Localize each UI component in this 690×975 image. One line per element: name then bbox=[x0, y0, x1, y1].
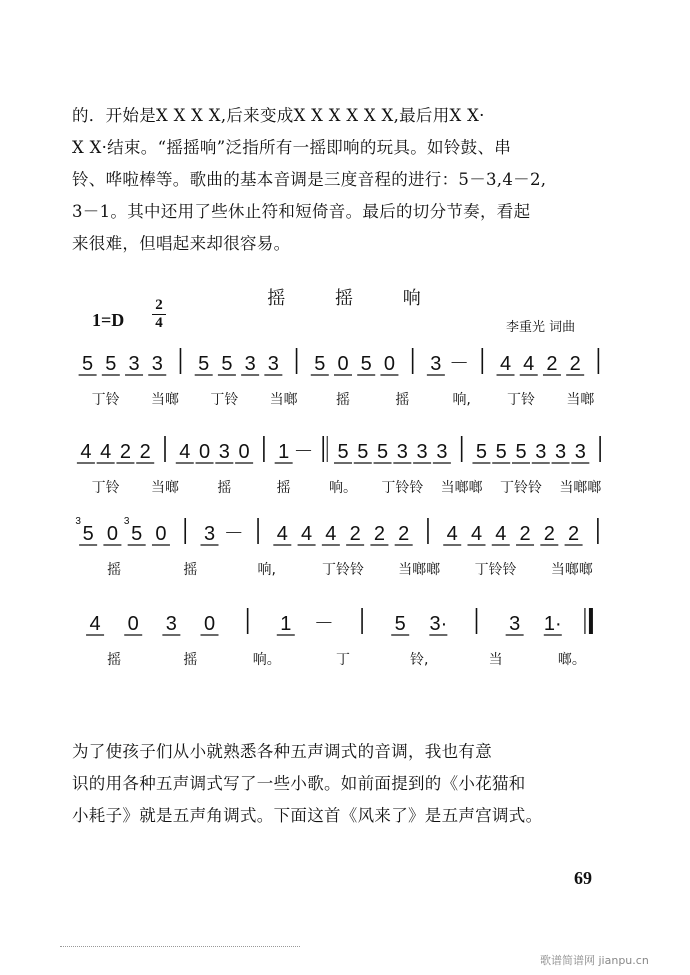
lyric-word: 当啷啷 bbox=[559, 480, 602, 496]
score-note: 5 bbox=[360, 353, 372, 375]
lyric-word: 摇 bbox=[336, 392, 350, 408]
score-note: 4 bbox=[80, 441, 92, 463]
lyric-word: 响, bbox=[257, 562, 276, 578]
score-note: 5 bbox=[131, 523, 143, 545]
score-note: 3 bbox=[436, 441, 448, 463]
lyric-word: 响, bbox=[452, 392, 471, 408]
score-note: － bbox=[293, 441, 314, 463]
lyric-word: 丁铃 bbox=[210, 392, 239, 408]
score-note: 3 bbox=[574, 441, 586, 463]
score-note: 5 bbox=[82, 523, 94, 545]
meter-top: 2 bbox=[155, 297, 163, 313]
score-note: 3 bbox=[128, 353, 140, 375]
score-note: 2 bbox=[119, 441, 132, 463]
lyric-word: 当啷 bbox=[151, 480, 179, 496]
score-note: 3 bbox=[267, 353, 279, 375]
score-note: 4 bbox=[276, 523, 288, 545]
score-note: － bbox=[313, 613, 334, 635]
score-note: 0 bbox=[238, 441, 250, 463]
lyric-word: 当啷 bbox=[151, 392, 179, 408]
score-note: 1 bbox=[280, 613, 292, 635]
score-note: 5 bbox=[221, 353, 233, 375]
score-note: 4 bbox=[446, 523, 458, 545]
score-note: － bbox=[223, 523, 244, 545]
meter-bottom: 4 bbox=[155, 315, 163, 331]
lyric-word: 当 bbox=[488, 652, 503, 668]
score-note: 2 bbox=[373, 523, 385, 545]
lyric-word: 铃, bbox=[410, 652, 429, 668]
lyric-word: 丁铃铃 bbox=[381, 480, 424, 496]
text-line: 小耗子》就是五声角调式。下面这首《风来了》是五声宫调式。 bbox=[72, 806, 543, 825]
score-note: 5 bbox=[376, 441, 389, 463]
score-note: 2 bbox=[543, 523, 555, 545]
lyric-word: 丁铃铃 bbox=[500, 480, 542, 496]
lyric-word: 当啷啷 bbox=[550, 562, 593, 578]
text-line: 来很难，但唱起来却很容易。 bbox=[72, 234, 291, 253]
score-note: 3 bbox=[203, 523, 216, 545]
score-note: 2 bbox=[568, 523, 580, 545]
lyric-word: 当啷啷 bbox=[440, 480, 483, 496]
composer-credit: 李重光 词曲 bbox=[506, 320, 576, 335]
score-note: 0 bbox=[127, 613, 139, 635]
score-note: 3 bbox=[430, 353, 442, 375]
score-note: 3 bbox=[416, 441, 428, 463]
score-note: － bbox=[449, 353, 470, 375]
text-line: X X·结束。“摇摇响”泛指所有一摇即响的玩具。如铃鼓、串 bbox=[72, 138, 512, 157]
lyric-word: 丁铃 bbox=[507, 392, 535, 408]
score-note: 3 bbox=[165, 613, 177, 635]
score-note: 5 bbox=[337, 441, 349, 463]
score-note: 5 bbox=[82, 353, 94, 375]
lyric-word: 啷。 bbox=[557, 652, 586, 668]
score-note: 3 bbox=[509, 613, 521, 635]
score-note: 4 bbox=[100, 441, 112, 463]
score-note: 4 bbox=[179, 441, 191, 463]
text-line: 3－1。其中还用了些休止符和短倚音。最后的切分节奏，看起 bbox=[72, 202, 531, 221]
lyric-word: 当啷啷 bbox=[398, 562, 441, 578]
score-note: 2 bbox=[569, 353, 581, 375]
score-note: 5 bbox=[105, 353, 117, 375]
key-signature: 1=D bbox=[92, 310, 125, 330]
score-note: 2 bbox=[519, 523, 531, 545]
score-note: 3 bbox=[535, 441, 547, 463]
score-note: 0 bbox=[155, 523, 167, 545]
lyric-word: 当啷 bbox=[566, 392, 595, 408]
score-note: 4 bbox=[89, 613, 101, 635]
score-note: 5 bbox=[198, 353, 210, 375]
lyric-word: 丁 bbox=[336, 652, 350, 668]
score-note: 3 bbox=[151, 353, 163, 375]
lyric-word: 丁铃 bbox=[91, 392, 120, 408]
score-note: 5 bbox=[515, 441, 527, 463]
lyric-word: 当啷 bbox=[269, 392, 298, 408]
score-note: 4 bbox=[470, 523, 483, 545]
score-note: 0 bbox=[337, 353, 349, 375]
score-note: 1 bbox=[278, 441, 290, 463]
text-line: 的．开始是X X X X,后来变成X X X X X X,最后用X X· bbox=[72, 106, 485, 125]
score-note: 4 bbox=[325, 523, 337, 545]
page-number: 69 bbox=[574, 868, 592, 888]
lyric-word: 摇 bbox=[183, 652, 198, 668]
score-note: 0 bbox=[106, 523, 118, 545]
score-note: 2 bbox=[546, 353, 558, 375]
score-note: 3 bbox=[554, 441, 567, 463]
footer-rule bbox=[60, 946, 300, 949]
lyric-word: 丁铃铃 bbox=[322, 562, 364, 578]
score-note: 1· bbox=[543, 613, 562, 635]
lyric-word: 丁铃 bbox=[91, 480, 120, 496]
score-note: 3 bbox=[244, 353, 256, 375]
score-note: 0 bbox=[198, 441, 211, 463]
lyric-word: 摇 bbox=[107, 562, 122, 578]
lyric-word: 摇 bbox=[217, 480, 232, 496]
lyric-word: 丁铃铃 bbox=[474, 562, 517, 578]
score-note: 5 bbox=[394, 613, 406, 635]
song-title: 摇 摇 响 bbox=[267, 288, 443, 309]
text-line: 为了使孩子们从小就熟悉各种五声调式的音调，我也有意 bbox=[72, 742, 492, 761]
score-note: 5 bbox=[475, 441, 488, 463]
score-note: 0 bbox=[203, 613, 216, 635]
grace-note: 3 bbox=[75, 516, 81, 527]
lyric-word: 响。 bbox=[329, 480, 357, 496]
lyric-word: 摇 bbox=[395, 392, 410, 408]
lyric-word: 摇 bbox=[183, 562, 198, 578]
score-note: 2 bbox=[398, 523, 410, 545]
score-note: 2 bbox=[139, 441, 151, 463]
score-note: 3· bbox=[429, 613, 448, 635]
score-note: 5 bbox=[495, 441, 507, 463]
score-note: 4 bbox=[301, 523, 313, 545]
closing-paragraph bbox=[72, 736, 620, 832]
lyric-word: 响。 bbox=[252, 652, 281, 668]
score-note: 5 bbox=[357, 441, 369, 463]
score-note: 5 bbox=[314, 353, 326, 375]
score-note: 0 bbox=[383, 353, 395, 375]
lyric-word: 摇 bbox=[107, 652, 122, 668]
grace-note: 3 bbox=[123, 516, 130, 527]
watermark: 歌谱简谱网 jianpu.cn bbox=[540, 954, 649, 967]
lyric-word: 摇 bbox=[276, 480, 291, 496]
score-note: 2 bbox=[349, 523, 361, 545]
score-note: 3 bbox=[218, 441, 230, 463]
score-note: 3 bbox=[396, 441, 408, 463]
text-line: 识的用各种五声调式写了一些小歌。如前面提到的《小花猫和 bbox=[72, 774, 526, 793]
text-line: 铃、哗啦棒等。歌曲的基本音调是三度音程的进行：5－3,4－2, bbox=[72, 170, 547, 189]
score-note: 4 bbox=[499, 353, 512, 375]
score-note: 4 bbox=[495, 523, 507, 545]
score-note: 4 bbox=[523, 353, 535, 375]
